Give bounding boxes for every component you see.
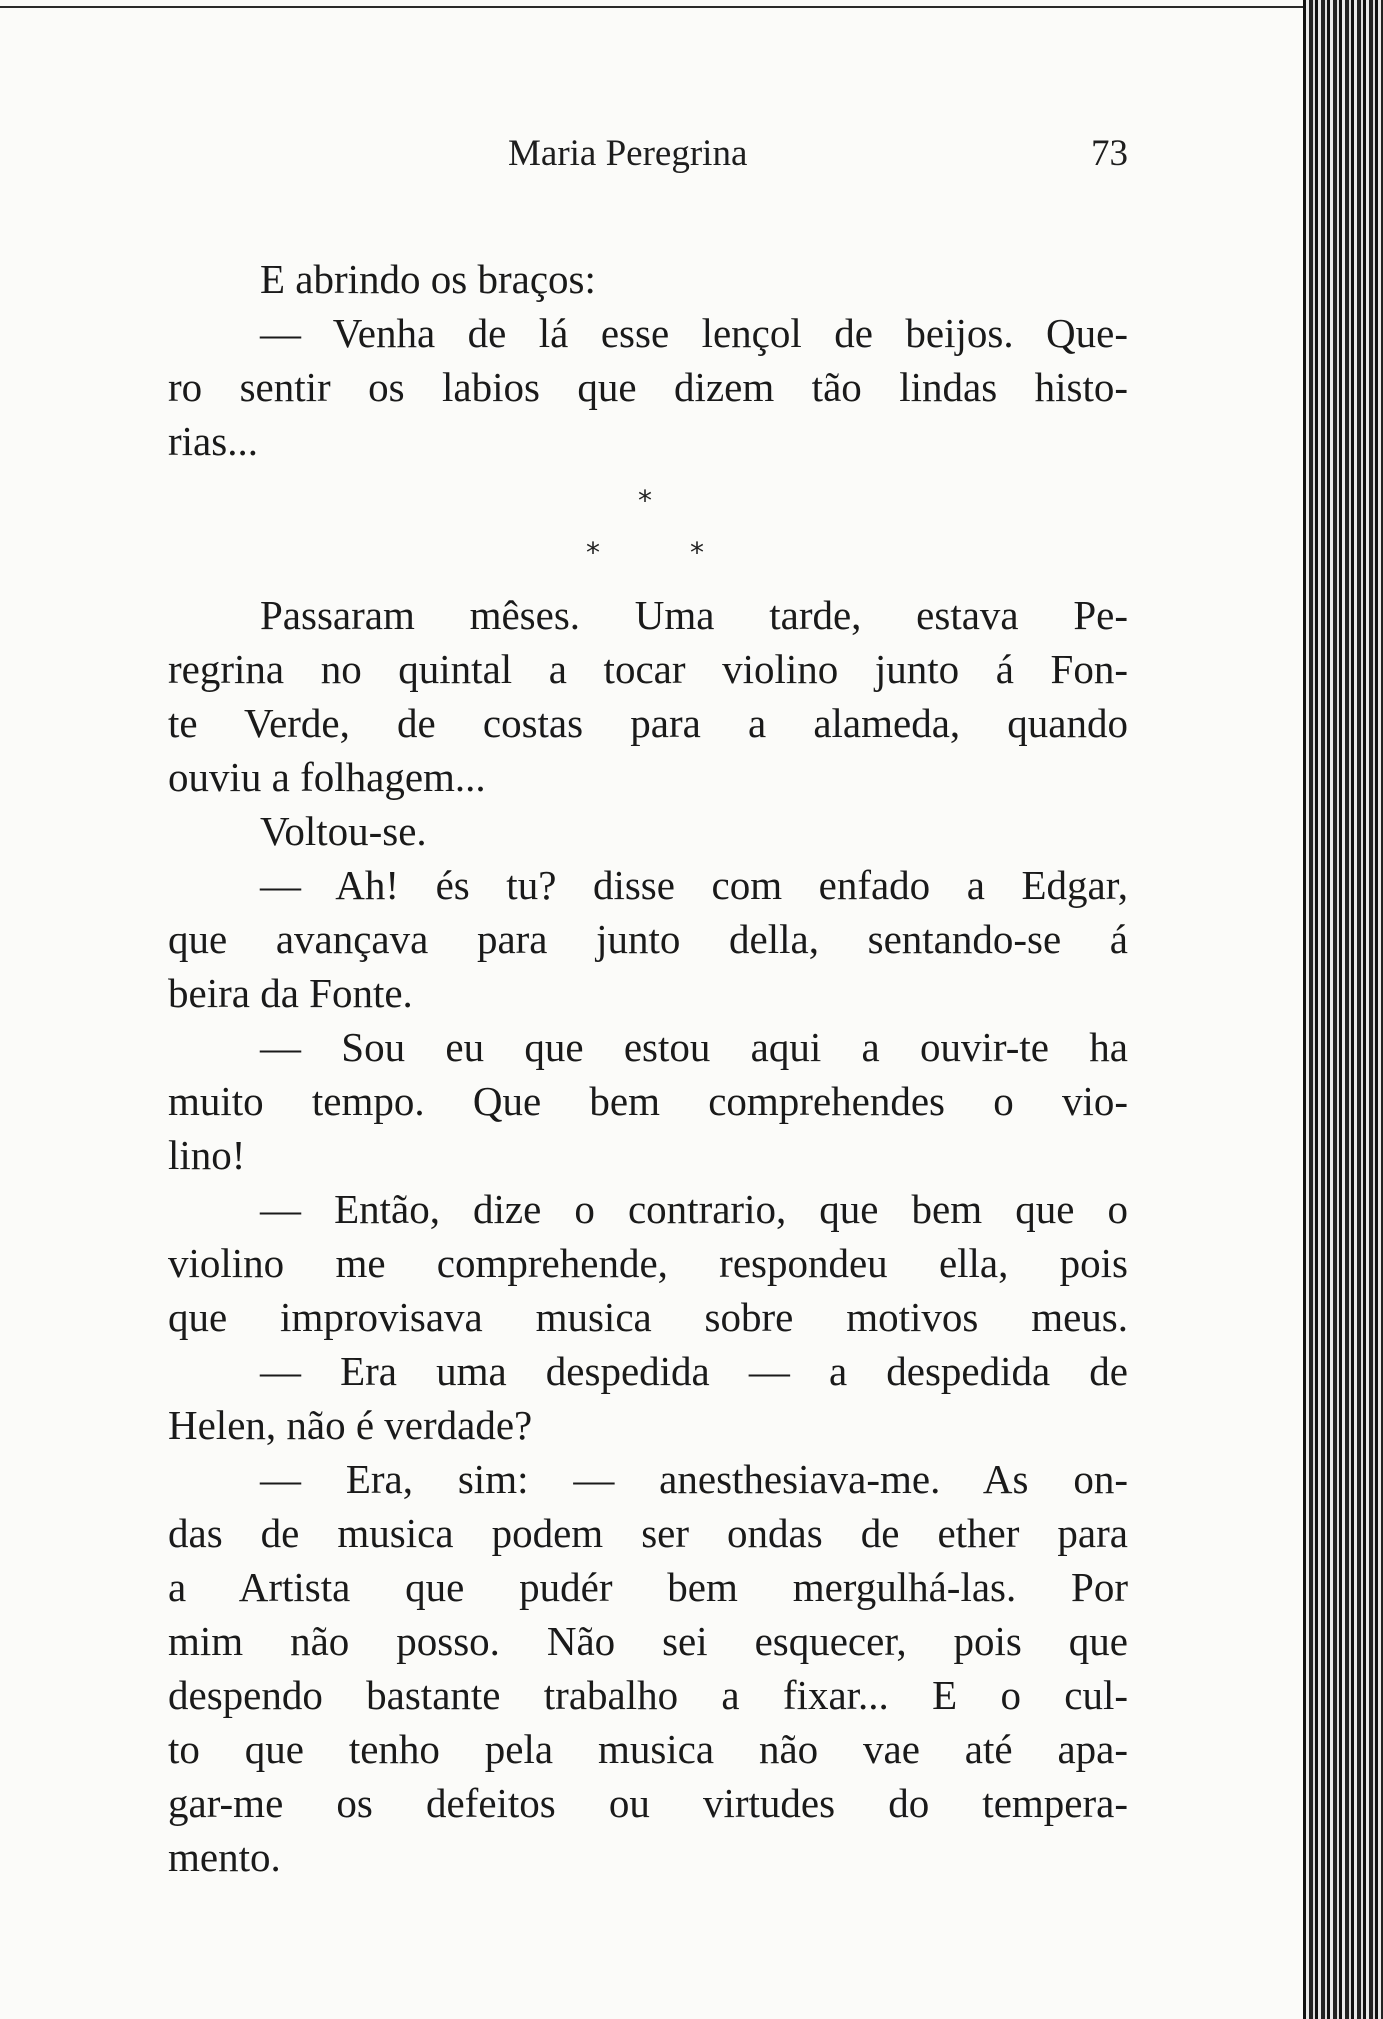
text-line: despendo bastante trabalho a fixar... E o cul- [168, 1672, 1128, 1718]
page-header [168, 132, 1128, 182]
text-line: E abrindo os braços: [260, 256, 596, 302]
page-number: 73 [1091, 133, 1128, 174]
text-line: — Sou eu que estou aqui a ouvir-te ha [260, 1024, 1128, 1070]
running-title: Maria Peregrina [508, 133, 748, 174]
text-line: a Artista que pudér bem mergulhá-las. Por [168, 1564, 1128, 1610]
book-spine-edge [1303, 0, 1383, 2019]
top-edge-rule [0, 6, 1320, 8]
text-line: Voltou-se. [260, 808, 427, 854]
text-line: rias... [168, 418, 258, 464]
text-line: violino me comprehende, respondeu ella, pois [168, 1240, 1128, 1286]
asterisk: * [638, 484, 652, 517]
text-line: te Verde, de costas para a alameda, quando [168, 700, 1128, 746]
text-line: regrina no quintal a tocar violino junto á Fon- [168, 646, 1128, 692]
text-line: beira da Fonte. [168, 970, 413, 1016]
text-line: lino! [168, 1132, 246, 1178]
text-line: que avançava para junto della, sentando-se á [168, 916, 1128, 962]
text-line: ro sentir os labios que dizem tão lindas histo- [168, 364, 1128, 410]
text-line: que improvisava musica sobre motivos meus. [168, 1294, 1128, 1340]
asterisk: * [690, 536, 704, 569]
text-line: — Venha de lá esse lençol de beijos. Que- [260, 310, 1128, 356]
body-text [168, 252, 1128, 1884]
text-line: mim não posso. Não sei esquecer, pois que [168, 1618, 1128, 1664]
text-line: Passaram mêses. Uma tarde, estava Pe- [260, 592, 1128, 638]
asterisk: * [586, 536, 600, 569]
text-line: das de musica podem ser ondas de ether para [168, 1510, 1128, 1556]
text-line: — Então, dize o contrario, que bem que o [260, 1186, 1128, 1232]
text-line: to que tenho pela musica não vae até apa- [168, 1726, 1128, 1772]
section-break-asterisks [168, 468, 1128, 576]
text-line: muito tempo. Que bem comprehendes o vio- [168, 1078, 1128, 1124]
text-line: ouviu a folhagem... [168, 754, 486, 800]
text-line: gar-me os defeitos ou virtudes do tempera- [168, 1780, 1128, 1826]
text-line: — Ah! és tu? disse com enfado a Edgar, [260, 862, 1128, 908]
text-line: mento. [168, 1834, 281, 1880]
text-line: — Era, sim: — anesthesiava-me. As on- [260, 1456, 1128, 1502]
text-line: Helen, não é verdade? [168, 1402, 533, 1448]
text-line: — Era uma despedida — a despedida de [260, 1348, 1128, 1394]
